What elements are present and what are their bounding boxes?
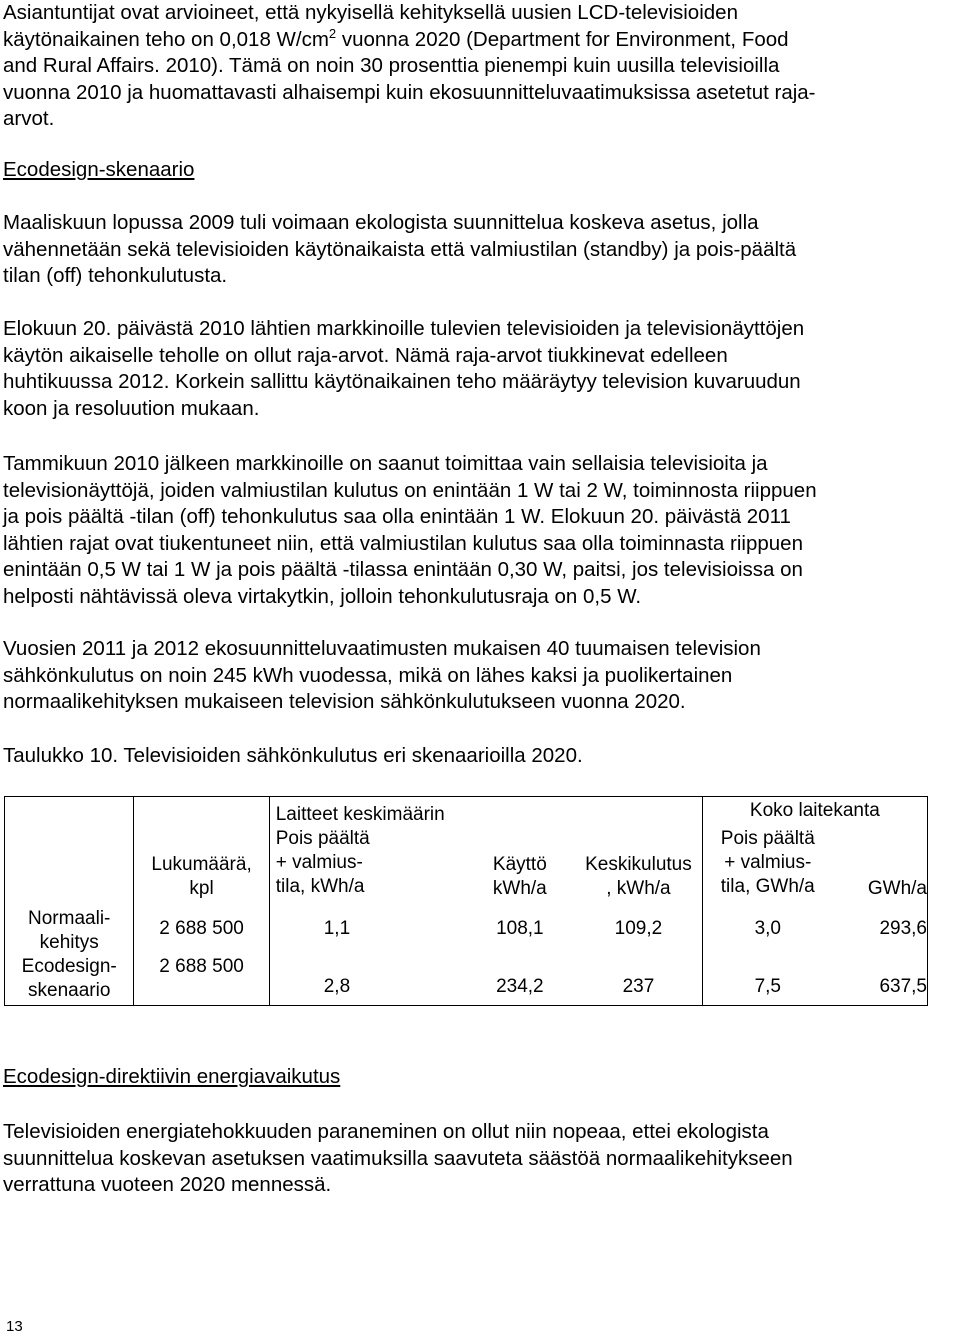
text-line: normaalikehityksen mukaiseen television sähkönkulutukseen vuonna 2020. — [3, 690, 686, 713]
header-text: Pois päältä — [275, 828, 370, 849]
paragraph-3 — [3, 451, 948, 610]
table-row — [5, 955, 928, 1006]
intro-line: vuonna 2010 ja huomattavasti alhaisempi kuin ekosuunnitteluvaatimuksissa asetetut raja- — [3, 80, 816, 104]
intro-line: käytönaikainen teho on 0,018 W/cm — [3, 27, 329, 51]
header-text: + valmius- — [275, 852, 363, 873]
text-line: käytön aikaiselle teholle on ollut raja-arvot. Nämä raja-arvot tiukkinevat edelleen — [3, 343, 728, 367]
cell-average: 109,2 — [614, 918, 663, 939]
text-line: enintään 0,5 W tai 1 W ja pois päältä -tilassa enintään 0,30 W, paitsi, jos televisioissa on — [3, 558, 803, 581]
cell-standby: 1,1 — [323, 918, 351, 939]
group-header-stock: Koko laitekanta — [702, 797, 927, 828]
paragraph-4 — [3, 636, 948, 716]
consumption-table — [4, 796, 928, 1006]
intro-line: arvot. — [3, 107, 55, 130]
row-label — [5, 955, 134, 1006]
cell-stock-standby: 7,5 — [702, 955, 833, 1006]
superscript: 2 — [328, 25, 337, 41]
section-heading-ecodesign: Ecodesign-skenaario — [3, 158, 195, 181]
intro-line: and Rural Affairs. 2010). Tämä on noin 30 prosenttia pienempi kuin uusilla televisioilla — [3, 54, 780, 77]
intro-line: vuonna 2020 (Department for Environment, Food — [336, 27, 789, 51]
text-line: Televisioiden energiatehokkuuden paraneminen on ollut niin nopeaa, ettei ekologista — [3, 1120, 769, 1143]
text-line: huhtikuussa 2012. Korkein sallittu käytönaikainen teho määräytyy television kuvaruudun — [3, 370, 801, 393]
header-text: Pois päältä — [720, 828, 815, 849]
text-line: Elokuun 20. päivästä 2010 lähtien markkinoille tulevien televisioiden ja televisionäyttöjen — [3, 317, 805, 340]
paragraph-5 — [3, 1119, 948, 1199]
header-text: Käyttö — [492, 854, 547, 875]
text-line: verrattuna vuoteen 2020 mennessä. — [3, 1173, 332, 1196]
text-line: koon ja resoluution mukaan. — [3, 396, 260, 420]
col-header-use — [465, 827, 576, 901]
text-line: ja pois päältä -tilan (off) tehonkulutus saa olla enintään 1 W. Elokuun 20. päivästä 2011 — [3, 505, 791, 528]
text-line: Tammikuun 2010 jälkeen markkinoille on saanut toimittaa vain sellaisia televisioita ja — [3, 452, 768, 475]
group-header-devices: Laitteet keskimäärin — [269, 797, 702, 828]
text-line: vähennetään sekä televisioiden käytönaikaista että valmiustilan (standby) ja pois-päältä — [3, 237, 797, 261]
cell-standby: 2,8 — [269, 955, 464, 1006]
row-label-text: skenaario — [28, 980, 111, 1001]
col-header-stock-total: GWh/a — [833, 827, 928, 901]
text-line: helposti nähtävissä oleva virtakytkin, jolloin tehonkulutusraja on 0,5 W. — [3, 584, 642, 608]
cell-use: 234,2 — [465, 955, 576, 1006]
row-label-text: kehitys — [39, 932, 99, 953]
cell-stock-standby: 3,0 — [702, 905, 833, 955]
header-text: + valmius- — [724, 852, 812, 873]
cell-stock-total: 637,5 — [833, 955, 928, 1006]
header-text: tila, kWh/a — [275, 876, 365, 897]
text-line: Maaliskuun lopussa 2009 tuli voimaan ekologista suunnittelua koskeva asetus, jolla — [3, 211, 759, 234]
row-label-text: Normaali- — [28, 908, 111, 929]
text-line: Vuosien 2011 ja 2012 ekosuunnitteluvaatimusten mukaisen 40 tuumaisen television — [3, 637, 761, 660]
header-text: , kWh/a — [606, 878, 671, 899]
paragraph-1 — [3, 210, 948, 290]
text-line: suunnittelua koskevan asetuksen vaatimuksilla saavuteta säästöä normaalikehitykseen — [3, 1146, 793, 1170]
cell-average: 237 — [575, 955, 702, 1006]
table-column-header-row — [5, 827, 928, 901]
table-group-header-row — [5, 797, 928, 828]
header-text: Keskikulutus — [585, 854, 692, 875]
header-text: kpl — [189, 878, 214, 899]
table-cell — [134, 797, 269, 828]
intro-paragraph — [3, 0, 948, 133]
text-line: lähtien rajat ovat tiukentuneet niin, että valmiustilan kulutus saa olla toiminnasta riippuen — [3, 531, 803, 555]
page-number: 13 — [6, 1318, 23, 1335]
header-text: tila, GWh/a — [720, 876, 815, 897]
text-line: tilan (off) tehonkulutusta. — [3, 264, 228, 287]
cell-count: 2 688 500 — [134, 905, 269, 955]
table-row — [5, 905, 928, 955]
text-line: sähkönkulutus on noin 245 kWh vuodessa, mikä on lähes kaksi ja puolikertainen — [3, 663, 733, 687]
row-label — [5, 905, 134, 955]
cell-use: 108,1 — [496, 918, 544, 939]
table-caption: Taulukko 10. Televisioiden sähkönkulutus eri skenaarioilla 2020. — [3, 744, 583, 767]
col-header-average — [575, 827, 702, 901]
section-heading-directive-impact: Ecodesign-direktiivin energiavaikutus — [3, 1065, 341, 1088]
table-corner-cell — [5, 797, 134, 906]
header-text: Lukumäärä, — [151, 854, 252, 875]
text-line: televisionäyttöjä, joiden valmiustilan kulutus on enintään 1 W tai 2 W, toiminnosta riippuen — [3, 478, 817, 502]
header-text: kWh/a — [492, 878, 547, 899]
cell-stock-total: 293,6 — [833, 905, 928, 955]
col-header-standby — [269, 827, 464, 901]
col-header-count — [134, 827, 269, 901]
col-header-stock-standby — [702, 827, 833, 901]
cell-count: 2 688 500 — [134, 955, 269, 1006]
paragraph-2 — [3, 316, 948, 422]
row-label-text: Ecodesign- — [21, 956, 117, 977]
intro-line: Asiantuntijat ovat arvioineet, että nykyisellä kehityksellä uusien LCD-televisioiden — [3, 1, 738, 24]
